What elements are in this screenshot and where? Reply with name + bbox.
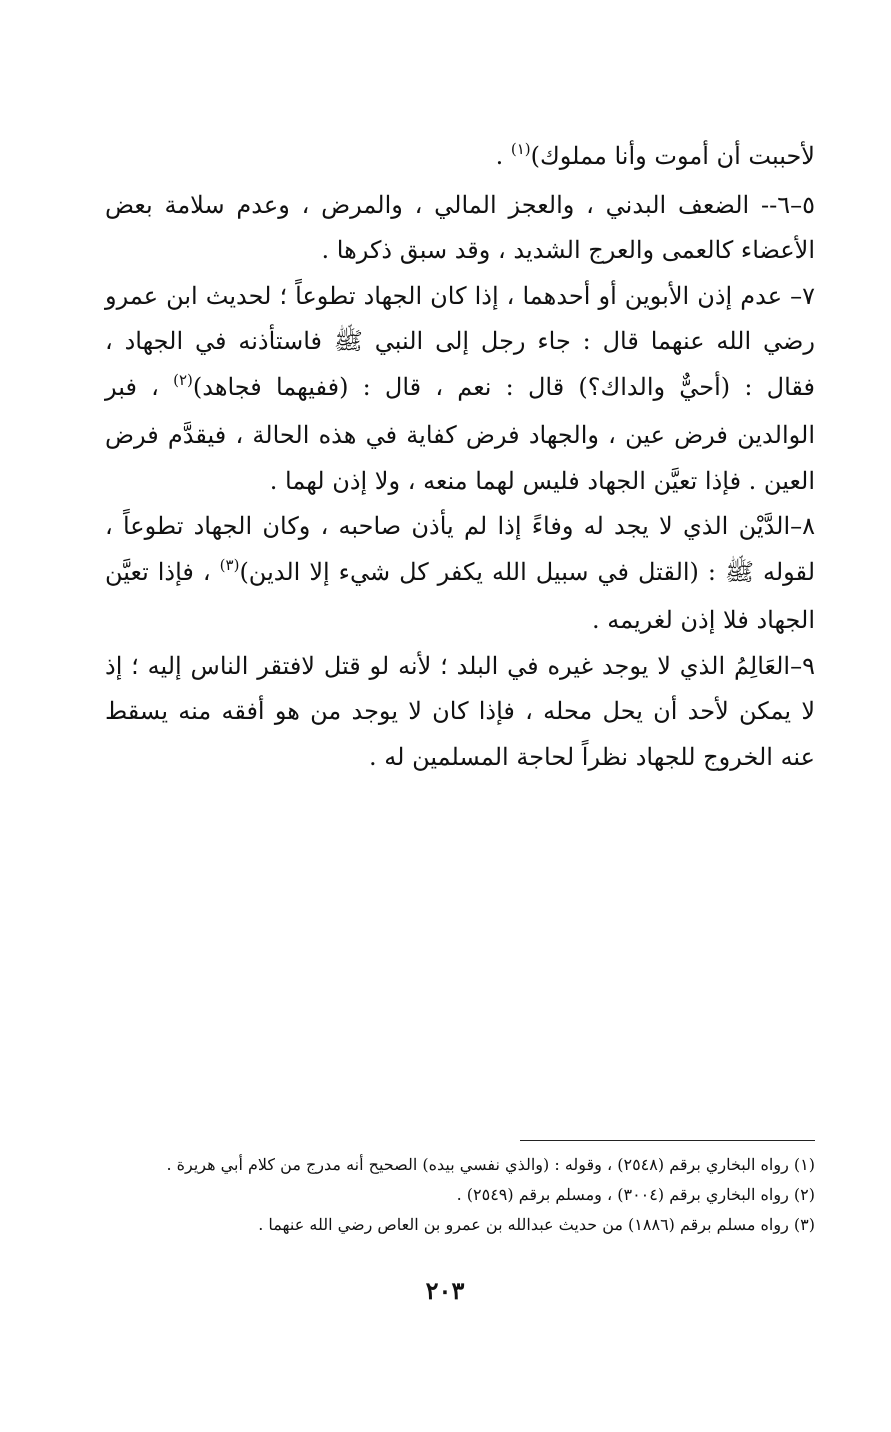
paragraph-2-text: ٥–٦-- الضعف البدني ، والعجز المالي ، والمرض ، وعدم سلامة بعض الأعضاء كالعمى والعرج الشديد ، وقد سبق ذكرها . [105,190,815,264]
footnote-ref-3[interactable]: (٣) [219,555,240,574]
paragraph-4 [105,504,815,644]
paragraph-1-text: لأحببت أن أموت وأنا مملوك) [530,142,815,170]
paragraph-1-tail: . [495,142,511,170]
paragraph-3 [105,274,815,505]
paragraph-3-text: ٧– عدم إذن الأبوين أو أحدهما ، إذا كان الجهاد تطوعاً ؛ لحديث ابن عمرو رضي الله عنهما قال : جاء رجل إلى النبي ﷺ فاستأذنه في الجهاد ، فقال : (أحيٌّ والداك؟) قال : نعم ، قال : (ففيهما فجاهد) [105,281,815,401]
paragraph-1 [105,134,815,183]
paragraph-2 [105,183,815,274]
footnotes [105,1150,815,1240]
paragraph-5 [105,644,815,781]
footnote-ref-1[interactable]: (١) [510,140,531,158]
body-text [105,134,815,780]
page-number: ٢٠٣ [425,1276,465,1305]
paragraph-3-tail: ، فبر الوالدين فرض عين ، والجهاد فرض كفاية في هذه الحالة ، فيقدَّم فرض العين . فإذا تعيَّن الجهاد فليس لهما منعه ، ولا إذن لهما . [105,372,815,495]
footnote-3: (٣) رواه مسلم برقم (١٨٨٦) من حديث عبدالله بن عمرو بن العاص رضي الله عنهما . [258,1215,815,1234]
footnote-divider [520,1140,815,1141]
paragraph-4-text: ٨–الدَّيْن الذي لا يجد له وفاءً إذا لم يأذن صاحبه ، وكان الجهاد تطوعاً ، لقوله ﷺ : (القتل في سبيل الله يكفر كل شيء إلا الدين) [105,512,816,586]
paragraph-5-text: ٩–العَالِمُ الذي لا يوجد غيره في البلد ؛ لأنه لو قتل لافتقر الناس إليه ؛ إذ لا يمكن لأحد أن يحل محله ، فإذا كان لا يوجد من هو أفقه منه يسقط عنه الخروج للجهاد نظراً لحاجة المسلمين له . [105,651,816,771]
footnote-1: (١) رواه البخاري برقم (٢٥٤٨) ، وقوله : (والذي نفسي بيده) الصحيح أنه مدرج من كلام أبي هريرة . [166,1155,815,1174]
footnote-2: (٢) رواه البخاري برقم (٣٠٠٤) ، ومسلم برقم (٢٥٤٩) . [456,1185,815,1204]
footnote-ref-2[interactable]: (٢) [173,370,193,389]
paragraph-4-tail: ، فإذا تعيَّن الجهاد فلا إذن لغريمه . [105,557,815,634]
